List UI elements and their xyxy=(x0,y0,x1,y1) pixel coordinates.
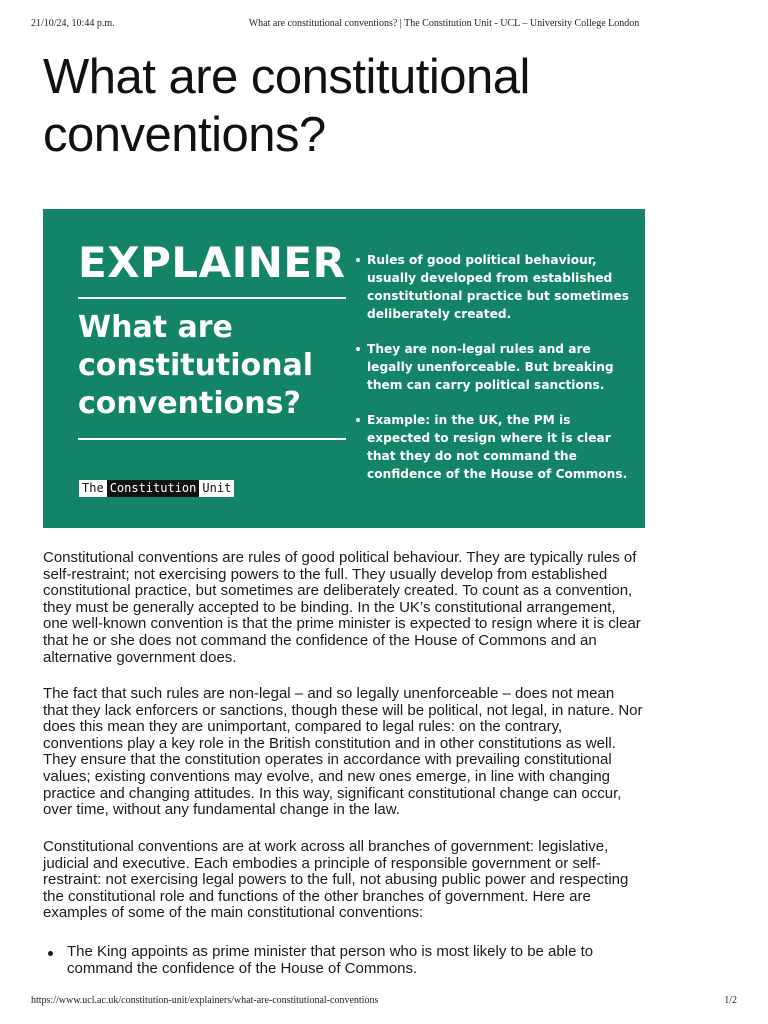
print-date: 21/10/24, 10:44 p.m. xyxy=(31,18,115,29)
print-header xyxy=(0,15,768,33)
banner-divider-bottom xyxy=(78,438,346,440)
print-footer xyxy=(0,993,768,1009)
banner-points xyxy=(356,251,636,500)
paragraph-non-legal: The fact that such rules are non-legal – and so legally unenforceable – does not mean that they lack enforcers or sanctions, though these will be political, not legal, in nature. Nor does this mean they are unimportant, compared to legal rules: on the contrary, conventions play a key role in the British constitution and in other constitutions as well. They ensure that the constitution operates in accordance with prevailing constitutional values; existing conventions may evolve, and new ones emerge, in line with changing practice and changing attitudes. In this way, significant constitutional change can occur, over time, without any fundamental change in the law. xyxy=(43,685,643,819)
paragraph-intro: Constitutional conventions are rules of good political behaviour. They are typically rules of self-restraint; not exercising powers to the full. They usually develop from established constitutional practice, but sometimes are deliberately created. To count as a convention, they must be generally accepted to be binding. In the UK’s constitutional arrangement, one well-known convention is that the prime minister is expected to resign where it is clear that he or she does not command the confidence of the House of Commons and an alternative government does. xyxy=(43,549,641,666)
print-page-title: What are constitutional conventions? | The Constitution Unit - UCL – University College London xyxy=(248,18,640,29)
banner-divider-top xyxy=(78,297,346,299)
explainer-banner xyxy=(43,209,645,528)
constitution-unit-logo xyxy=(79,480,234,497)
paragraph-branches: Constitutional conventions are at work across all branches of government: legislative, judicial and executive. Each embodies a principle of responsible government or self-restraint: not exercising legal powers to the full, not abusing public power and respecting the constitutional role and functions of the other branches of government. Here are examples of some of the main constitutional conventions: xyxy=(43,838,629,922)
list-item: The King appoints as prime minister that person who is most likely to be able to command the confidence of the House of Commons. xyxy=(43,944,643,977)
logo-word-unit: Unit xyxy=(199,480,234,497)
logo-word-the: The xyxy=(79,480,107,497)
banner-heading: What are constitutional conventions? xyxy=(78,310,314,421)
print-url[interactable]: https://www.ucl.ac.uk/constitution-unit/explainers/what-are-constitutional-conventions xyxy=(31,995,379,1006)
logo-word-constitution: Constitution xyxy=(107,480,200,497)
banner-point: Rules of good political behaviour, usually developed from established constitutional practice but sometimes deliberately created. xyxy=(356,251,636,323)
banner-kicker: EXPLAINER xyxy=(78,238,346,287)
conventions-list xyxy=(43,944,643,977)
banner-point: Example: in the UK, the PM is expected to resign where it is clear that they do not command the confidence of the House of Commons. xyxy=(356,411,636,483)
page-title: What are constitutional conventions? xyxy=(43,50,530,162)
banner-point: They are non-legal rules and are legally unenforceable. But breaking them can carry political sanctions. xyxy=(356,340,636,394)
page-number: 1/2 xyxy=(724,995,737,1006)
